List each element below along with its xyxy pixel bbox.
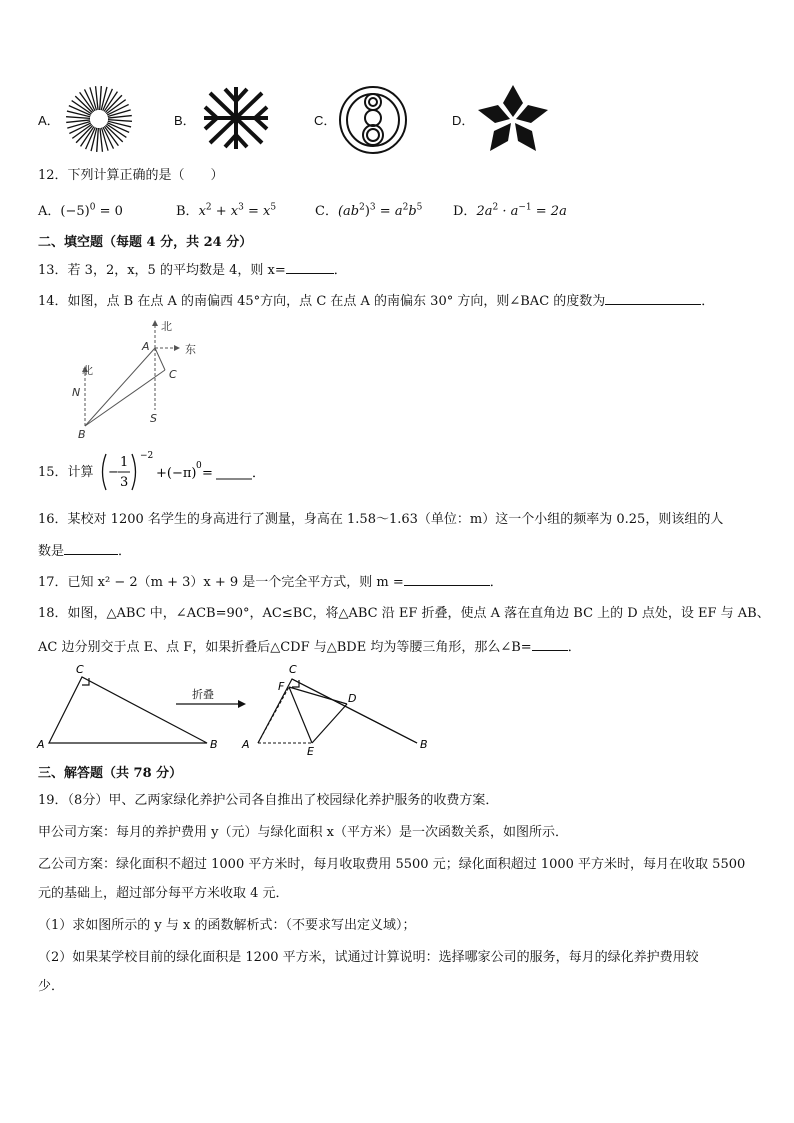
option-d-label: D．	[452, 113, 475, 128]
section-3-heading: 三、解答题（共 78 分）	[38, 766, 183, 781]
svg-text:B: B	[210, 738, 218, 751]
q12-stem: 12．下列计算正确的是（ ）	[38, 168, 224, 183]
q16-line1: 16．某校对 1200 名学生的身高进行了测量，身高在 1.58～1.63（单位：m）这一个小组的频率为 0.25，则该组的人	[38, 512, 724, 527]
svg-text:1: 1	[120, 455, 129, 470]
stacked-circles-emblem-icon	[338, 85, 408, 155]
svg-text:−: −	[108, 465, 119, 480]
q19-line4: 元的基础上，超过部分每平方米收取 4 元．	[38, 886, 289, 901]
fig-north-label: 北	[161, 320, 172, 333]
q19-sub2b: 少．	[38, 979, 65, 994]
q19-sub1: （1）求如图所示的 y 与 x 的函数解析式：（不要求写出定义域）；	[38, 918, 416, 933]
fig-east-label: 东	[185, 343, 196, 356]
fig-point-c: C	[169, 368, 177, 381]
asterisk-chevrons-emblem-icon	[201, 85, 271, 151]
option-c-label: C．	[314, 113, 337, 128]
svg-text:=: =	[202, 466, 213, 481]
svg-text:C: C	[76, 663, 84, 676]
q19-line3: 乙公司方案：绿化面积不超过 1000 平方米时，每月收取费用 5500 元；绿化面积超过 1000 平方米时，每月在收取 5500	[38, 857, 746, 872]
q12-option-c: C．$(ab^2)^3 = a^2b^5$	[315, 202, 423, 219]
q19-sub2a: （2）如果某学校目前的绿化面积是 1200 平方米，试通过计算说明：选择哪家公司的服务，每月的绿化养护费用较	[38, 950, 699, 965]
q12-option-a: A．$(-5)^0 = 0$	[38, 202, 123, 219]
q19-line2: 甲公司方案：每月的养护费用 y（元）与绿化面积 x（平方米）是一次函数关系，如图所示．	[38, 825, 568, 840]
option-a-label: A．	[38, 113, 60, 128]
kite-star-emblem-icon	[476, 83, 550, 155]
fig-n-label: N	[72, 386, 81, 399]
svg-text:E: E	[307, 745, 314, 758]
option-b-label: B．	[174, 113, 196, 128]
q18-line2: AC 边分别交于点 E、点 F，如果折叠后△CDF 与△BDE 均为等腰三角形，那么∠B= ．	[38, 640, 581, 655]
fig-north2-label: 北	[82, 364, 93, 377]
fold-label: 折叠	[192, 688, 214, 701]
svg-text:A: A	[242, 738, 250, 751]
q15-prefix: 15．计算	[38, 465, 94, 480]
fig-point-a: A	[142, 340, 150, 353]
svg-text:A: A	[37, 738, 45, 751]
fig-point-b: B	[78, 428, 86, 441]
svg-text:D: D	[348, 692, 357, 705]
q16-line2: 数是 ．	[38, 544, 132, 559]
svg-text:C: C	[289, 663, 297, 676]
fig-s-label: S	[150, 412, 157, 425]
svg-text:0: 0	[196, 461, 202, 471]
svg-text:．: ．	[252, 466, 266, 481]
section-2-heading: 二、填空题（每题 4 分，共 24 分）	[38, 235, 253, 250]
q15-expression	[98, 448, 266, 496]
svg-text:B: B	[420, 738, 428, 751]
q19-line1: 19．（8分）甲、乙两家绿化养护公司各自推出了校园绿化养护服务的收费方案．	[38, 793, 499, 808]
q18-line1: 18．如图，△ABC 中，∠ACB=90°，AC≤BC，将△ABC 沿 EF 折叠，使点 A 落在直角边 BC 上的 D 点处，设 EF 与 AB、	[38, 606, 770, 621]
q17-text: 17．已知 x² − 2（m + 3）x + 9 是一个完全平方式，则 m = ．	[38, 575, 503, 590]
q12-option-d: D．$2a^2 \cdot a^{-1} = 2a$	[453, 202, 567, 219]
q14-compass-figure	[64, 318, 214, 443]
svg-text:−2: −2	[140, 451, 154, 461]
svg-text:+(−π): +(−π)	[156, 466, 197, 481]
q18-folding-figure	[36, 660, 436, 758]
q12-option-b: B．$x^2 + x^3 = x^5$	[176, 202, 277, 219]
q14-text: 14．如图，点 B 在点 A 的南偏西 45°方向，点 C 在点 A 的南偏东 30° 方向，则∠BAC 的度数为 ．	[38, 294, 715, 309]
svg-text:F: F	[278, 680, 285, 693]
svg-text:3: 3	[120, 475, 129, 490]
q13-text: 13．若 3，2，x，5 的平均数是 4，则 x= ．	[38, 263, 347, 278]
sunburst-emblem-icon	[64, 84, 134, 154]
